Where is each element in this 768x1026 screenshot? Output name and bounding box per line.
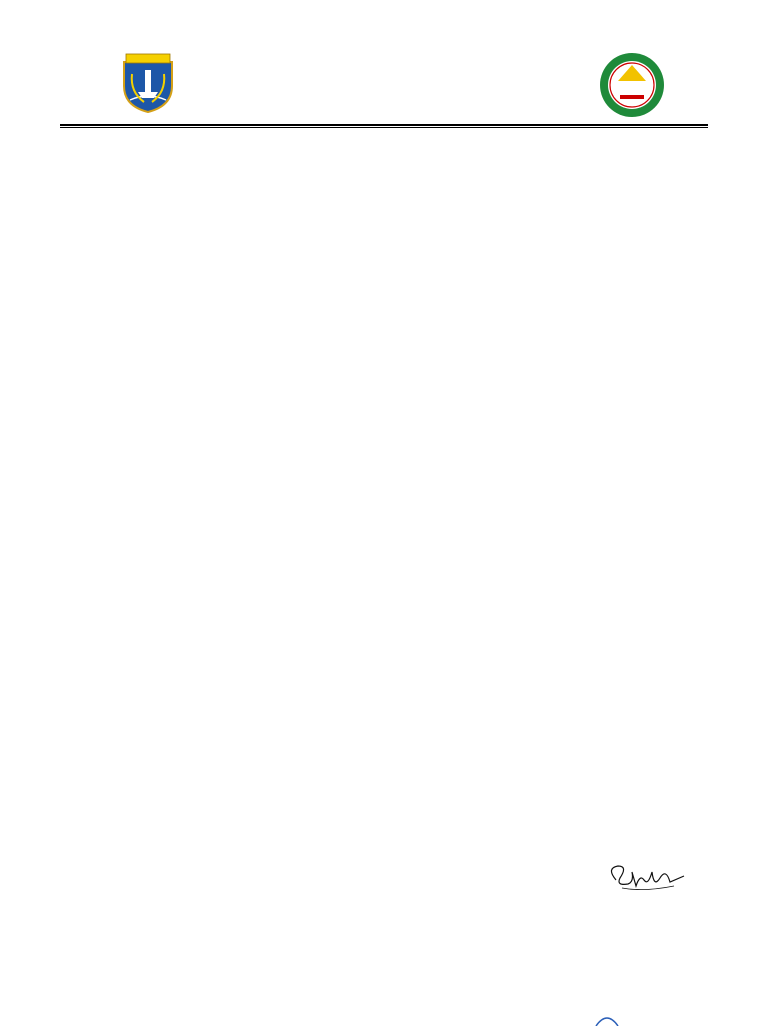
stamp-icon	[594, 1014, 620, 1026]
header-divider	[60, 124, 708, 126]
handwritten-signature	[604, 860, 694, 896]
smp-220-school-logo	[598, 51, 666, 119]
header-divider-thin	[60, 127, 708, 128]
signature-block	[614, 858, 694, 896]
jakarta-crest-logo	[120, 52, 176, 114]
